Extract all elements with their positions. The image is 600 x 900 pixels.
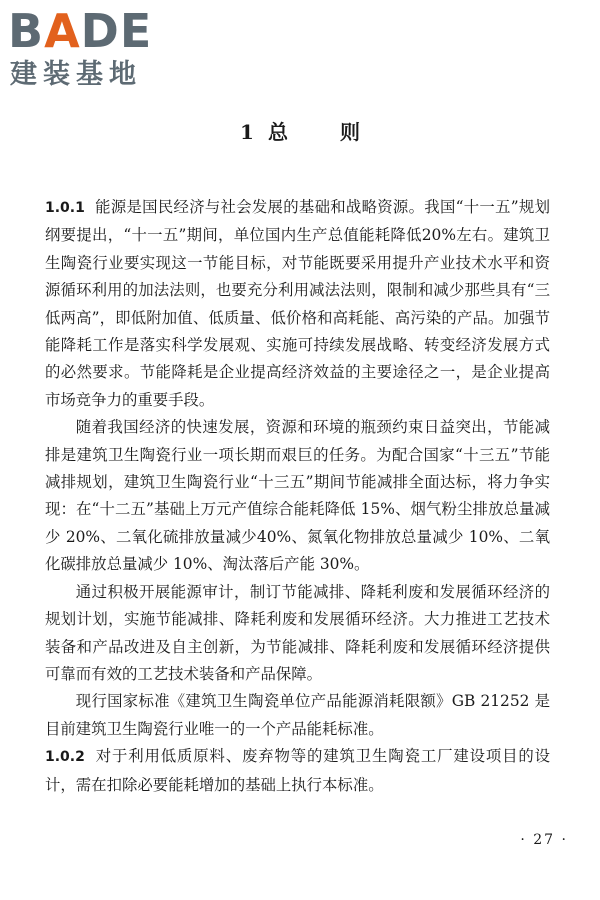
section-1-0-1-paragraph-4: 现行国家标准《建筑卫生陶瓷单位产品能源消耗限额》GB 21252 是目前建筑卫生陶瓷行业唯一的一个产品能耗标准。 [45, 692, 550, 738]
section-1-0-1-paragraph-2: 随着我国经济的快速发展，资源和环境的瓶颈约束日益突出，节能减排是建筑卫生陶瓷行业一项长期而艰巨的任务。为配合国家“十三五”节能减排规划，建筑卫生陶瓷行业“十三五”期间节能减排全面达标，将力争实现：在“十二五”基础上万元产值综合能耗降低 15%、烟气粉尘排放总量减少 20%、二氧化硫排放量减少40%、氮氧化物排放总量减少 10%、二氧化碳排放总量减少 10%、淘汰落后产能 30%。 [45, 418, 550, 574]
section-1-0-1-paragraph-3: 通过积极开展能源审计，制订节能减排、降耗利废和发展循环经济的规划计划，实施节能减排、降耗利废和发展循环经济。大力推进工艺技术装备和产品改进及自主创新，为节能减排、降耗利废和发展循环经济提供可靠而有效的工艺技术装备和产品保障。 [45, 582, 550, 683]
chapter-title-char-2: 则 [339, 120, 360, 144]
logo-accent-letter: A [44, 4, 81, 58]
chapter-number: 1 [240, 120, 254, 144]
logo-wordmark: BADE [8, 4, 153, 58]
logo-subtitle: 建装基地 [10, 59, 142, 90]
chapter-title [0, 116, 600, 145]
page-number: · 27 · [520, 832, 568, 848]
section-number: 1.0.1 [45, 200, 85, 216]
section-number: 1.0.2 [45, 749, 85, 766]
chapter-title-char-1: 总 [267, 120, 288, 144]
body-content [45, 194, 550, 799]
section-1-0-1-paragraph-1: 1.0.1 能源是国民经济与社会发展的基础和战略资源。我国“十一五”规划纲要提出，“十一五”期间，单位国内生产总值能耗降低20%左右。建筑卫生陶瓷行业要实现这一节能目标，对节能既要采用提升产业技术水平和资源循环利用的加法法则，也要充分利用减法法则，限制和减少那些具有“三低两高”，即低附加值、低质量、低价格和高耗能、高污染的产品。加强节能降耗工作是落实科学发展观、实施可持续发展战略、转变经济发展方式的必然要求。节能降耗是企业提高经济效益的主要途径之一，是企业提高市场竞争力的重要手段。 [45, 198, 550, 409]
section-1-0-2-paragraph-1: 1.0.2 对于利用低质原料、废弃物等的建筑卫生陶瓷工厂建设项目的设计，需在扣除必要能耗增加的基础上执行本标准。 [45, 747, 550, 794]
bade-logo [8, 6, 178, 96]
